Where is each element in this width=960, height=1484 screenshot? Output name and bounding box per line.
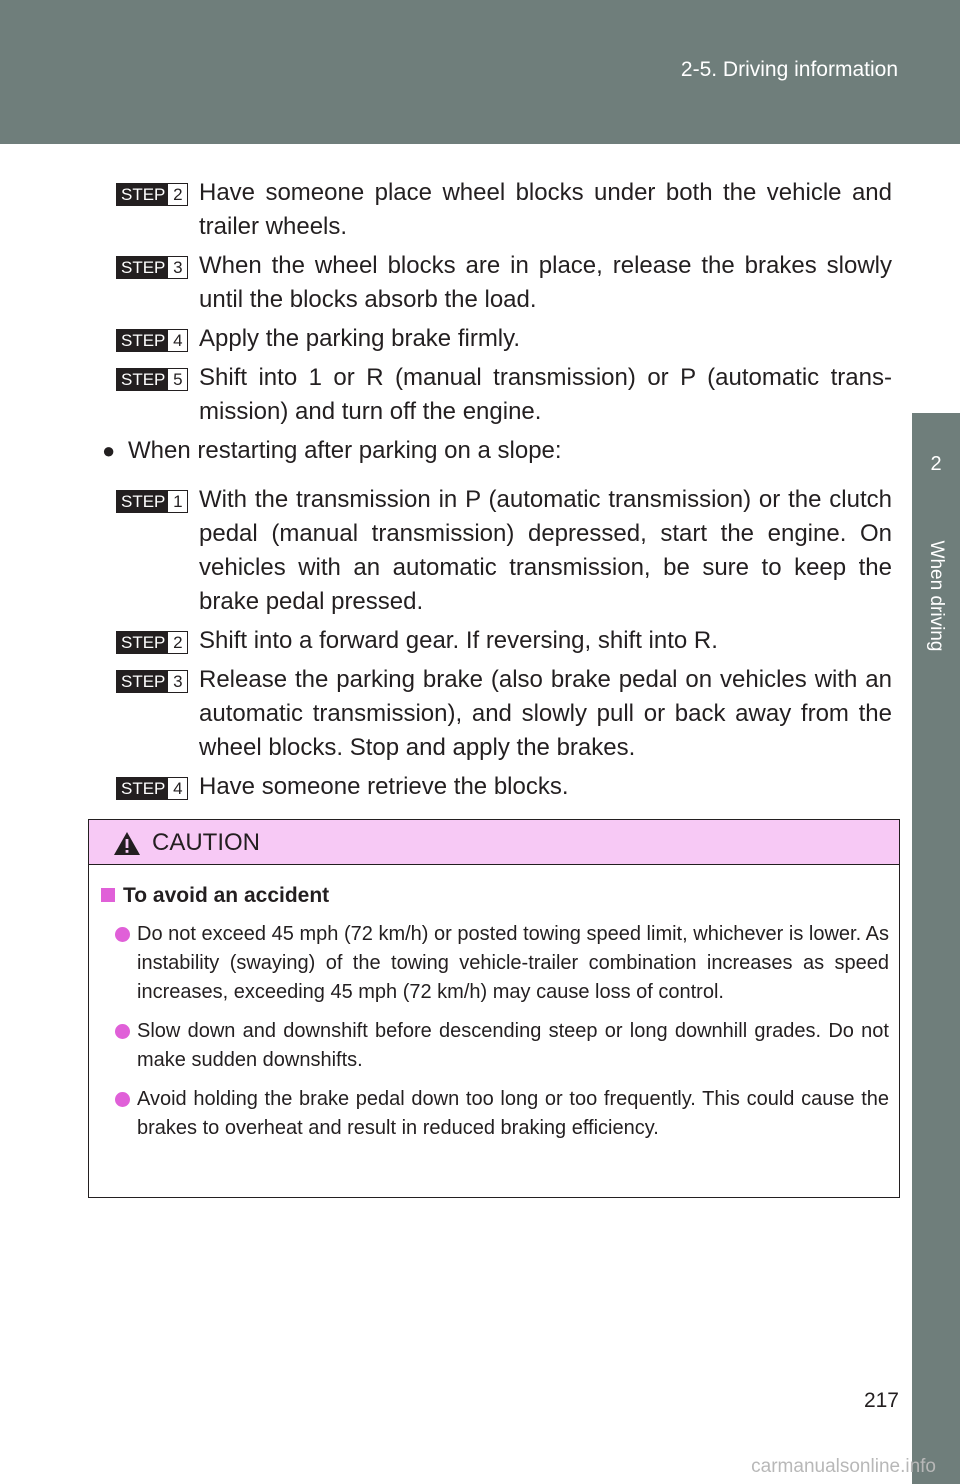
step-badge — [116, 256, 188, 279]
chapter-number: 2 — [930, 453, 942, 475]
step-text: Apply the parking brake firmly. — [199, 325, 521, 352]
step-item — [116, 770, 892, 804]
step-item — [116, 361, 892, 429]
caution-item — [101, 920, 889, 1007]
bullet-heading — [102, 434, 892, 468]
step-item — [116, 176, 892, 244]
step-item — [116, 624, 892, 658]
bullet-heading-text: When restarting after parking on a slope: — [128, 437, 562, 464]
bullet-icon — [115, 1092, 130, 1107]
step-badge-label: STEP — [117, 184, 168, 205]
step-badge-number: 4 — [168, 778, 187, 799]
step-badge-number: 5 — [168, 369, 187, 390]
caution-item-text: Do not exceed 45 mph (72 km/h) or posted towing speed limit, whichever is lower. As instability (swaying) of the towing vehicle-trailer combination increases as speed increases, exceeding 45 mph (72 km/h) may cause loss of control. — [137, 923, 889, 1003]
step-text: Release the parking brake (also brake pedal on vehicles with an automatic transmission), and slowly pull or back away from the wheel blocks. Stop and apply the brakes. — [199, 666, 892, 761]
page-header — [0, 0, 960, 144]
chapter-label: When driving — [926, 540, 947, 652]
step-badge-label: STEP — [117, 632, 168, 653]
step-text: When the wheel blocks are in place, release the brakes slowly until the blocks absorb the load. — [199, 252, 892, 313]
step-badge-number: 4 — [168, 330, 187, 351]
warning-icon — [113, 831, 141, 856]
square-bullet-icon — [101, 888, 115, 902]
step-badge — [116, 631, 188, 654]
chapter-strip — [912, 519, 960, 1484]
caution-item — [101, 1017, 889, 1075]
step-badge-label: STEP — [117, 257, 168, 278]
step-badge — [116, 670, 188, 693]
main-content — [102, 176, 892, 809]
step-badge-label: STEP — [117, 369, 168, 390]
step-text: Have someone place wheel blocks under both the vehicle and trailer wheels. — [199, 179, 892, 240]
step-item — [116, 663, 892, 765]
step-badge-number: 2 — [168, 184, 187, 205]
step-badge — [116, 368, 188, 391]
step-item — [116, 249, 892, 317]
caution-title: CAUTION — [152, 829, 260, 856]
step-badge-number: 3 — [168, 671, 187, 692]
step-badge-number: 2 — [168, 632, 187, 653]
step-text: Shift into a forward gear. If reversing, shift into R. — [199, 627, 718, 654]
step-badge-label: STEP — [117, 778, 168, 799]
step-badge — [116, 777, 188, 800]
caution-item — [101, 1085, 889, 1143]
caution-box — [88, 819, 900, 1198]
step-text: With the transmission in P (automatic transmission) or the clutch pedal (manual transmission) depressed, start the engine. On vehicles with an automatic transmission, be sure to keep the brake pedal pressed. — [199, 486, 892, 615]
step-text: Shift into 1 or R (manual transmission) or P (automatic trans-mission) and turn off the engine. — [199, 364, 892, 425]
step-badge-number: 1 — [168, 491, 187, 512]
caution-item-text: Slow down and downshift before descending steep or long downhill grades. Do not make sudden downshifts. — [137, 1020, 889, 1071]
bullet-icon: ● — [102, 438, 116, 463]
caution-item-text: Avoid holding the brake pedal down too long or too frequently. This could cause the brakes to overheat and result in reduced braking efficiency. — [137, 1088, 889, 1139]
step-badge-label: STEP — [117, 330, 168, 351]
page-number: 217 — [863, 1389, 899, 1412]
step-badge — [116, 183, 188, 206]
bullet-icon — [115, 927, 130, 942]
step-text: Have someone retrieve the blocks. — [199, 773, 569, 800]
bullet-icon — [115, 1024, 130, 1039]
caution-subheading — [101, 884, 889, 908]
step-badge-label: STEP — [117, 671, 168, 692]
step-badge-number: 3 — [168, 257, 187, 278]
watermark: carmanualsonline.info — [751, 1456, 936, 1477]
chapter-tab — [912, 413, 960, 519]
step-badge — [116, 329, 188, 352]
caution-subheading-text: To avoid an accident — [123, 884, 330, 907]
section-title: 2-5. Driving information — [680, 58, 898, 81]
step-badge — [116, 490, 188, 513]
step-item — [116, 483, 892, 619]
step-badge-label: STEP — [117, 491, 168, 512]
step-item — [116, 322, 892, 356]
caution-body — [101, 884, 889, 1153]
caution-header — [89, 820, 899, 865]
